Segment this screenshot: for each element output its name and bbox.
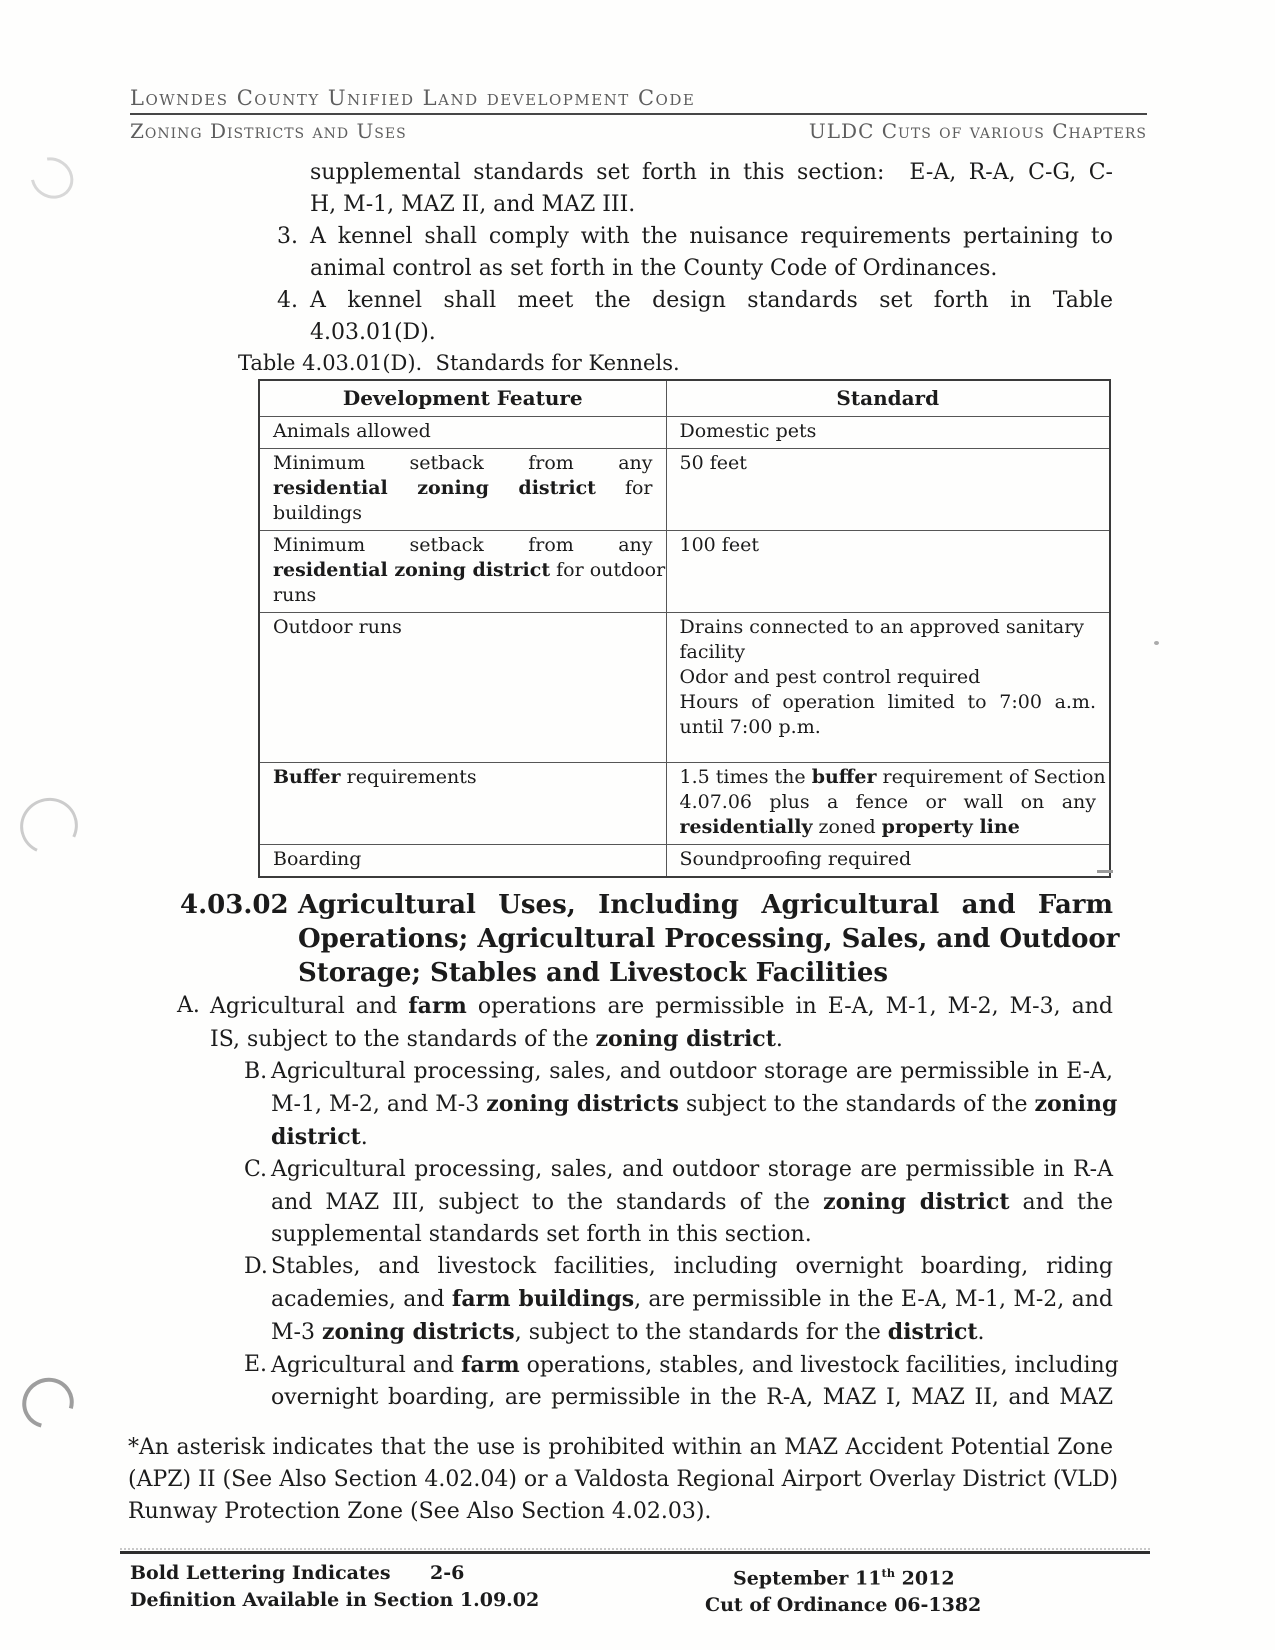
cell-feature: Buffer requirements	[259, 762, 666, 844]
cell-feature: Minimum setback from any residential zoning district for outdoor runs	[259, 530, 666, 612]
item-text: Agricultural and farm operations are permissible in E-A, M-1, M-2, M-3, and IS, subject to the standards of the zoning district.	[210, 992, 1113, 1052]
cell-standard: 50 feet	[666, 448, 1110, 530]
item-text: Agricultural processing, sales, and outdoor storage are permissible in R-A and MAZ III, subject to the standards of the zoning district and the supplemental standards set forth in this section.	[271, 1156, 1113, 1247]
item-text: Stables, and livestock facilities, including overnight boarding, riding academies, and farm buildings, are permissible in the E-A, M-1, M-2, and M-3 zoning districts, subject to the standards for the district.	[271, 1253, 1113, 1345]
asterisk-footnote: *An asterisk indicates that the use is prohibited within an MAZ Accident Potential Zone (APZ) II (See Also Section 4.02.04) or a Valdosta Regional Airport Overlay District (VLD) Runway Protection Zone (See Also Section 4.02.03).	[128, 1434, 1119, 1524]
item-letter: C.	[244, 1156, 268, 1182]
item-letter: A.	[177, 992, 200, 1018]
table-row-setback-outdoor-runs	[259, 530, 1110, 612]
cell-standard: Drains connected to an approved sanitary facility Odor and pest control required Hours of operation limited to 7:00 a.m. until 7:00 p.m.	[666, 612, 1110, 762]
table-row-setback-buildings	[259, 448, 1110, 530]
footer-date: September 11th 2012	[733, 1565, 955, 1589]
footer-ordinance: Cut of Ordinance 06-1382	[705, 1593, 982, 1616]
page-header	[130, 86, 1147, 143]
lettered-item-A	[177, 990, 1113, 1056]
item-letter: D.	[244, 1253, 268, 1279]
numbered-item-4	[277, 285, 1113, 349]
item-text: A kennel shall comply with the nuisance requirements pertaining to animal control as set forth in the County Code of Ordinances.	[310, 224, 1113, 281]
bold-note-line2: Definition Available in Section 1.09.02	[130, 1588, 540, 1611]
table-header-row	[259, 380, 1110, 416]
section-heading	[180, 888, 1120, 990]
bold-note-line1: Bold Lettering Indicates	[130, 1561, 391, 1584]
table-row-animals-allowed	[259, 416, 1110, 448]
item-text: Agricultural and farm operations, stables, and livestock facilities, including overnight boarding, are permissible in the R-A, MAZ I, MAZ II, and MAZ	[271, 1351, 1119, 1410]
item-letter: B.	[244, 1058, 268, 1084]
table-row-buffer-requirements	[259, 762, 1110, 844]
footer-rule	[120, 1548, 1150, 1554]
lettered-item-C	[244, 1154, 1113, 1251]
page-footer	[130, 1560, 1275, 1619]
table-row-outdoor-runs	[259, 612, 1110, 762]
document-title: Lowndes County Unified Land development Code	[130, 86, 1147, 115]
section-body	[0, 990, 1275, 1414]
cell-standard: 100 feet	[666, 530, 1110, 612]
column-header-standard: Standard	[666, 380, 1110, 416]
cell-feature: Outdoor runs	[259, 612, 666, 762]
item-text: A kennel shall meet the design standards set forth in Table 4.03.01(D).	[310, 288, 1113, 345]
kennels-standards-table	[258, 379, 1111, 878]
header-chapter-left: Zoning Districts and Uses	[130, 119, 407, 143]
lettered-item-D	[244, 1251, 1113, 1349]
item-number: 3.	[277, 224, 298, 249]
section-number: 4.03.02	[180, 889, 289, 920]
scan-dot-artifact	[1154, 641, 1159, 645]
hole-punch-mark	[12, 790, 86, 862]
item-letter: E.	[244, 1351, 268, 1377]
numbered-item-3	[277, 221, 1113, 285]
section-title: Agricultural Uses, Including Agricultural and Farm Operations; Agricultural Processing, Sales, and Outdoor Storage; Stables and Livestock Facilities	[298, 889, 1120, 988]
cell-standard: Domestic pets	[666, 416, 1110, 448]
item-text: Agricultural processing, sales, and outdoor storage are permissible in E-A, M-1, M-2, and M-3 zoning districts subject to the standards of the zoning district.	[271, 1058, 1118, 1150]
item-number: 4.	[277, 288, 298, 313]
lettered-item-E	[244, 1349, 1119, 1414]
cell-standard: Soundproofing required	[666, 844, 1110, 877]
table-row-boarding	[259, 844, 1110, 877]
cell-feature: Animals allowed	[259, 416, 666, 448]
cell-feature: Minimum setback from any residential zoning district for buildings	[259, 448, 666, 530]
intro-continuation-paragraph: supplemental standards set forth in this section: E-A, R-A, C-G, C- H, M-1, MAZ II, and MAZ III.	[310, 160, 1113, 217]
cell-feature: Boarding	[259, 844, 666, 877]
hole-punch-mark	[23, 149, 82, 207]
cell-standard: 1.5 times the buffer requirement of Section 4.07.06 plus a fence or wall on any residentially zoned property line	[666, 762, 1110, 844]
column-header-development-feature: Development Feature	[259, 380, 666, 416]
header-chapter-right: ULDC Cuts of various Chapters	[808, 119, 1147, 143]
page-number: 2-6	[430, 1561, 465, 1584]
scan-dash-artifact	[1097, 870, 1113, 873]
lettered-item-B	[244, 1056, 1118, 1154]
table-caption: Table 4.03.01(D). Standards for Kennels.	[238, 351, 680, 375]
